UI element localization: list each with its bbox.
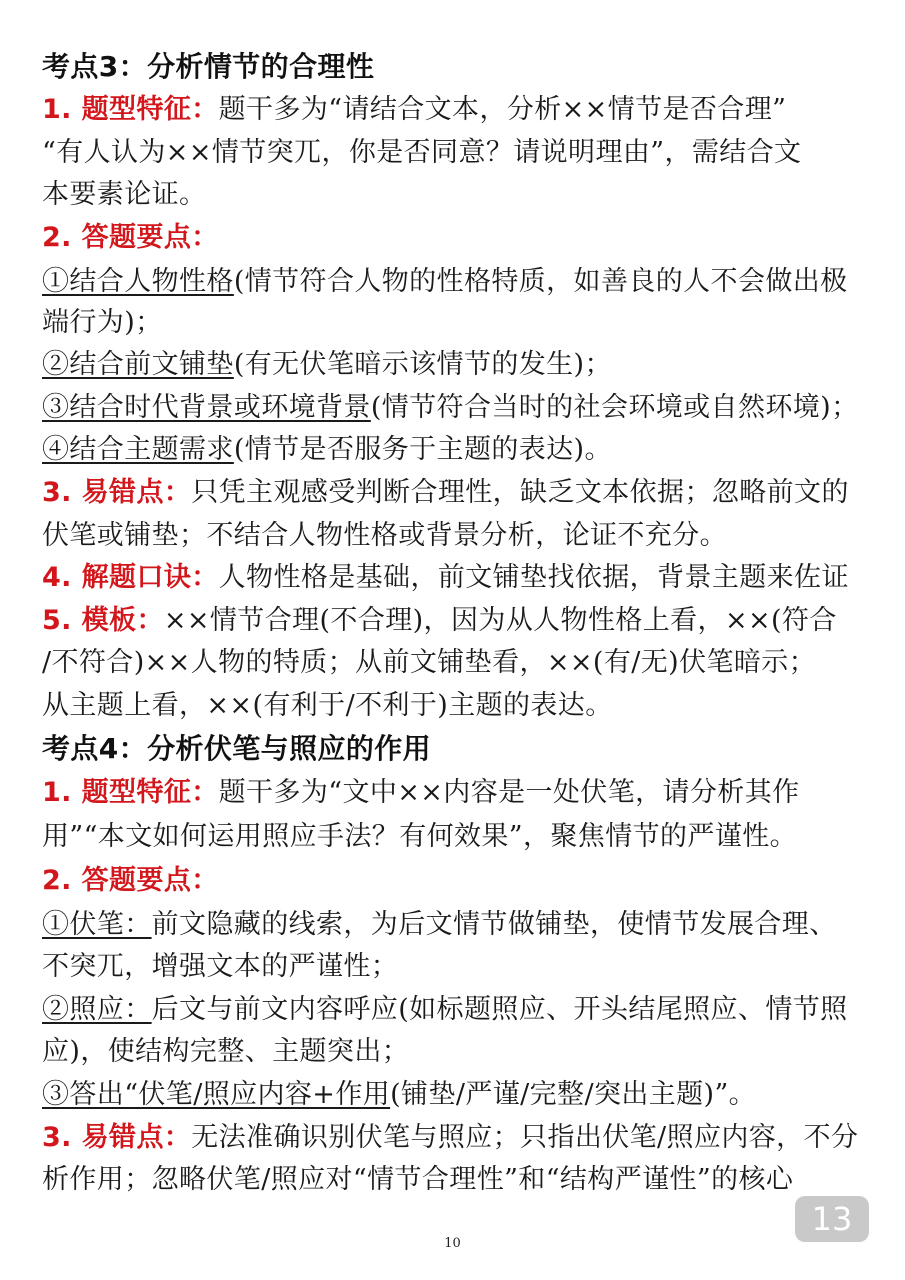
body-text: 后文与前文内容呼应(如标题照应、开头结尾照应、情节照 [151, 994, 848, 1025]
text-line [42, 90, 786, 130]
key-point: ①结合人物性格 [42, 266, 234, 297]
body-text: (情节符合当时的社会环境或自然环境)； [370, 392, 859, 423]
text-line [42, 388, 858, 428]
text-line [42, 947, 398, 987]
key-point: ④结合主题需求 [42, 434, 234, 465]
text-line [42, 817, 797, 857]
text-line [42, 473, 849, 513]
body-text: 不突兀，增强文本的严谨性； [42, 951, 399, 982]
text-line [42, 133, 801, 173]
text-line [42, 430, 612, 470]
body-text: (有无伏笔暗示该情节的发生)； [233, 349, 612, 380]
body-text: /不符合)××人物的特质；从前文铺垫看，××(有/无)伏笔暗示； [42, 647, 817, 678]
body-text: 端行为)； [42, 307, 163, 338]
item-label: 2. 答题要点： [42, 865, 219, 896]
image-index-badge: 13 [795, 1196, 869, 1242]
item-label: 4. 解题口诀： [42, 562, 219, 593]
section-heading [42, 729, 431, 769]
body-text: 只凭主观感受判断合理性，缺乏文本依据；忽略前文的 [191, 477, 849, 508]
body-text: 本要素论证。 [42, 179, 207, 210]
text-line [42, 905, 837, 945]
key-point: ③答出“伏笔/照应内容+作用 [42, 1079, 391, 1110]
item-label: 5. 模板： [42, 605, 164, 636]
item-label: 2. 答题要点： [42, 222, 219, 253]
body-text: (铺垫/严谨/完整/突出主题)”。 [390, 1079, 757, 1110]
text-line [42, 1118, 858, 1158]
text-line [42, 1160, 793, 1200]
text-line [42, 262, 848, 302]
item-label: 1. 题型特征： [42, 94, 219, 125]
item-label: 3. 易错点： [42, 477, 192, 508]
body-text: 应)，使结构完整、主题突出； [42, 1036, 410, 1067]
body-text: 题干多为“请结合文本，分析××情节是否合理” [218, 94, 787, 125]
text-line [42, 516, 727, 556]
key-point: ③结合时代背景或环境背景 [42, 392, 371, 423]
text-line [42, 558, 849, 598]
text-line [42, 861, 219, 901]
body-text: 伏笔或铺垫；不结合人物性格或背景分析，论证不充分。 [42, 520, 727, 551]
body-text: (情节符合人物的性格特质，如善良的人不会做出极 [233, 266, 848, 297]
heading-text: 考点4：分析伏笔与照应的作用 [42, 732, 432, 765]
body-text: 用”“本文如何运用照应手法？有何效果”，聚焦情节的严谨性。 [42, 821, 798, 852]
page-number: 10 [444, 1236, 461, 1251]
text-line [42, 1032, 409, 1072]
key-point: ①伏笔： [42, 909, 152, 940]
body-text: 题干多为“文中××内容是一处伏笔，请分析其作 [218, 777, 800, 808]
text-line [42, 175, 206, 215]
body-text: 无法准确识别伏笔与照应；只指出伏笔/照应内容，不分 [191, 1122, 859, 1153]
body-text: 前文隐藏的线索，为后文情节做铺垫，使情节发展合理、 [151, 909, 837, 940]
key-point: ②照应： [42, 994, 152, 1025]
text-line [42, 990, 848, 1030]
text-line [42, 1075, 756, 1115]
text-line [42, 773, 800, 813]
text-line [42, 601, 837, 641]
text-line [42, 345, 612, 385]
text-line [42, 303, 163, 343]
text-line [42, 218, 219, 258]
body-text: 析作用；忽略伏笔/照应对“情节合理性”和“结构严谨性”的核心 [42, 1164, 794, 1195]
heading-text: 考点3：分析情节的合理性 [42, 50, 375, 83]
text-line [42, 686, 613, 726]
body-text: 从主题上看，××(有利于/不利于)主题的表达。 [42, 690, 613, 721]
item-label: 1. 题型特征： [42, 777, 219, 808]
body-text: “有人认为××情节突兀，你是否同意？请说明理由”，需结合文 [42, 137, 802, 168]
item-label: 3. 易错点： [42, 1122, 192, 1153]
text-line [42, 643, 816, 683]
key-point: ②结合前文铺垫 [42, 349, 234, 380]
body-text: ××情节合理(不合理)，因为从人物性格上看，××(符合 [163, 605, 837, 636]
body-text: (情节是否服务于主题的表达)。 [233, 434, 612, 465]
section-heading [42, 47, 374, 87]
body-text: 人物性格是基础，前文铺垫找依据，背景主题来佐证 [218, 562, 849, 593]
